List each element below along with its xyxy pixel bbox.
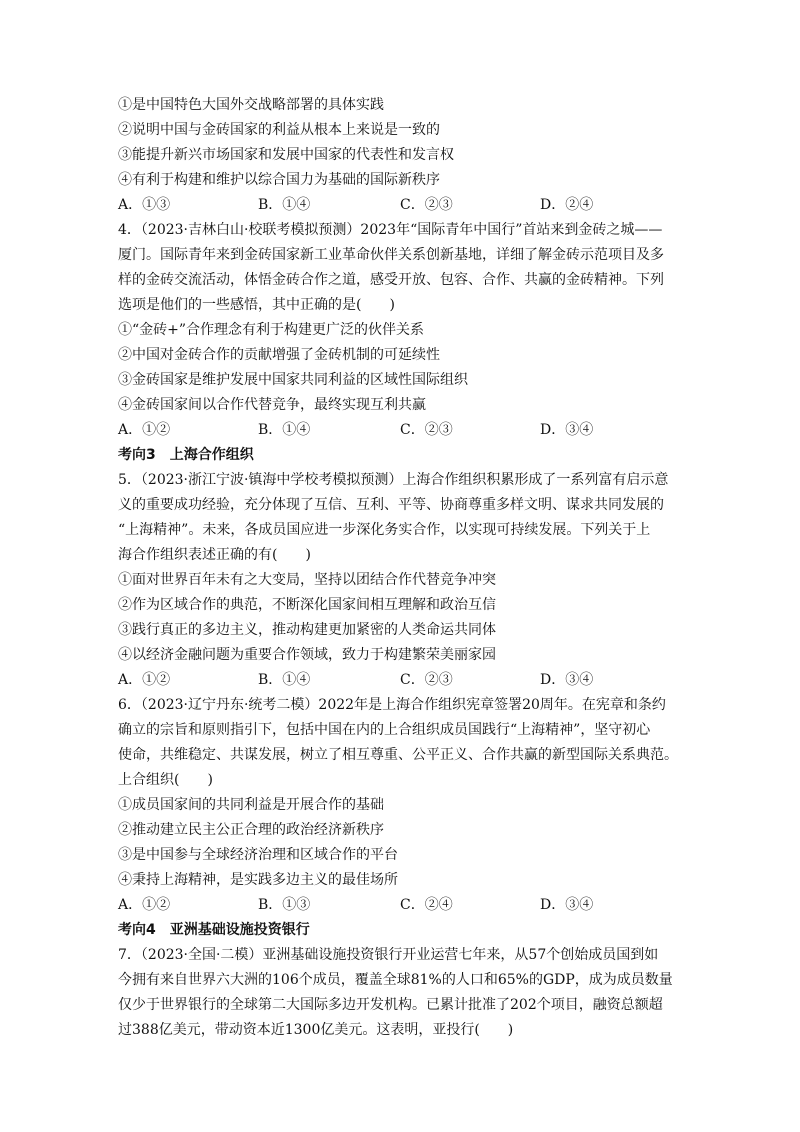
q5-item-4: ④以经济金融问题为重要合作领域，致力于构建繁荣美丽家园 <box>118 647 496 663</box>
q5-item-2: ②作为区域合作的典范，不断深化国家间相互理解和政治互信 <box>118 597 496 613</box>
q6-choice-c: C．②④ <box>400 897 453 913</box>
q3-item-2: ②说明中国与金砖国家的利益从根本上来说是一致的 <box>118 122 440 138</box>
q5-choice-b: B．①④ <box>258 672 311 688</box>
q3-choice-c: C．②③ <box>400 197 453 213</box>
section-heading-3: 考向3 上海合作组织 <box>118 447 254 463</box>
q6-choice-b: B．①③ <box>258 897 311 913</box>
q4-choice-a: A．①② <box>118 422 171 438</box>
q3-item-1: ①是中国特色大国外交战略部署的具体实践 <box>118 97 384 113</box>
q5-choice-c: C．②③ <box>400 672 453 688</box>
q3-choice-a: A．①③ <box>118 197 171 213</box>
q6-item-1: ①成员国家间的共同利益是开展合作的基础 <box>118 797 384 813</box>
q4-choices <box>118 421 688 439</box>
q5-stem-line-3: “上海精神”。未来，各成员国应进一步深化务实合作，以实现可持续发展。下列关于上 <box>118 522 651 538</box>
q6-stem-line-4: 上合组织( ) <box>118 772 213 788</box>
q4-stem-line-2: 厦门。国际青年来到金砖国家新工业革命伙伴关系创新基地，详细了解金砖示范项目及多 <box>118 247 664 263</box>
q6-item-3: ③是中国参与全球经济治理和区域合作的平台 <box>118 847 398 863</box>
q7-stem-line-4: 过388亿美元，带动资本近1300亿美元。这表明，亚投行( ) <box>118 1022 514 1038</box>
q4-item-1: ①“金砖+”合作理念有利于构建更广泛的伙伴关系 <box>118 322 425 338</box>
q3-item-4: ④有利于构建和维护以综合国力为基础的国际新秩序 <box>118 172 440 188</box>
q4-choice-b: B．①④ <box>258 422 311 438</box>
q3-item-3: ③能提升新兴市场国家和发展中国家的代表性和发言权 <box>118 147 454 163</box>
q4-stem-line-4: 选项是他们的一些感悟，其中正确的是( ) <box>118 297 395 313</box>
q5-choice-a: A．①② <box>118 672 171 688</box>
q4-item-3: ③金砖国家是维护发展中国家共同利益的区域性国际组织 <box>118 372 468 388</box>
q7-stem-line-1: 7．（2023·全国·二模）亚洲基础设施投资银行开业运营七年来，从57个创始成员国到如 <box>118 947 659 963</box>
q4-item-2: ②中国对金砖合作的贡献增强了金砖机制的可延续性 <box>118 347 440 363</box>
q6-stem-line-1: 6．（2023·辽宁丹东·统考二模）2022年是上海合作组织宪章签署20周年。在宪章和条约 <box>118 697 666 713</box>
q6-choice-a: A．①② <box>118 897 171 913</box>
q6-item-4: ④秉持上海精神，是实践多边主义的最佳场所 <box>118 872 398 888</box>
q5-item-1: ①面对世界百年未有之大变局，坚持以团结合作代替竞争冲突 <box>118 572 496 588</box>
q3-choice-b: B．①④ <box>258 197 311 213</box>
q5-item-3: ③践行真正的多边主义，推动构建更加紧密的人类命运共同体 <box>118 622 496 638</box>
q5-stem-line-4: 海合作组织表述正确的有( ) <box>118 547 311 563</box>
q4-choice-c: C．②③ <box>400 422 453 438</box>
q4-stem-line-1: 4．（2023·吉林白山·校联考模拟预测）2023年“国际青年中国行”首站来到金砖之城—— <box>118 222 663 238</box>
q5-stem-line-1: 5．（2023·浙江宁波·镇海中学校考模拟预测）上海合作组织积累形成了一系列富有启示意 <box>118 472 669 488</box>
q7-stem-line-2: 今拥有来自世界六大洲的106个成员，覆盖全球81%的人口和65%的GDP，成为成员数量 <box>118 972 673 988</box>
q3-choice-d: D．②④ <box>540 197 594 213</box>
q3-choices <box>118 196 688 214</box>
section-heading-4: 考向4 亚洲基础设施投资银行 <box>118 922 310 938</box>
q6-choices <box>118 896 688 914</box>
q6-stem-line-3: 使命，共维稳定、共谋发展，树立了相互尊重、公平正义、合作共赢的新型国际关系典范。 <box>118 747 678 763</box>
q5-stem-line-2: 义的重要成功经验，充分体现了互信、互利、平等、协商尊重多样文明、谋求共同发展的 <box>118 497 664 513</box>
q6-choice-d: D．③④ <box>540 897 594 913</box>
q6-stem-line-2: 确立的宗旨和原则指引下，包括中国在内的上合组织成员国践行“上海精神”，坚守初心 <box>118 722 651 738</box>
q4-item-4: ④金砖国家间以合作代替竞争，最终实现互利共赢 <box>118 397 426 413</box>
q5-choice-d: D．③④ <box>540 672 594 688</box>
q4-stem-line-3: 样的金砖交流活动，体悟金砖合作之道，感受开放、包容、合作、共赢的金砖精神。下列 <box>118 272 664 288</box>
q7-stem-line-3: 仅少于世界银行的全球第二大国际多边开发机构。已累计批准了202个项目，融资总额超 <box>118 997 663 1013</box>
q6-item-2: ②推动建立民主公正合理的政治经济新秩序 <box>118 822 384 838</box>
q5-choices <box>118 671 688 689</box>
q4-choice-d: D．③④ <box>540 422 594 438</box>
